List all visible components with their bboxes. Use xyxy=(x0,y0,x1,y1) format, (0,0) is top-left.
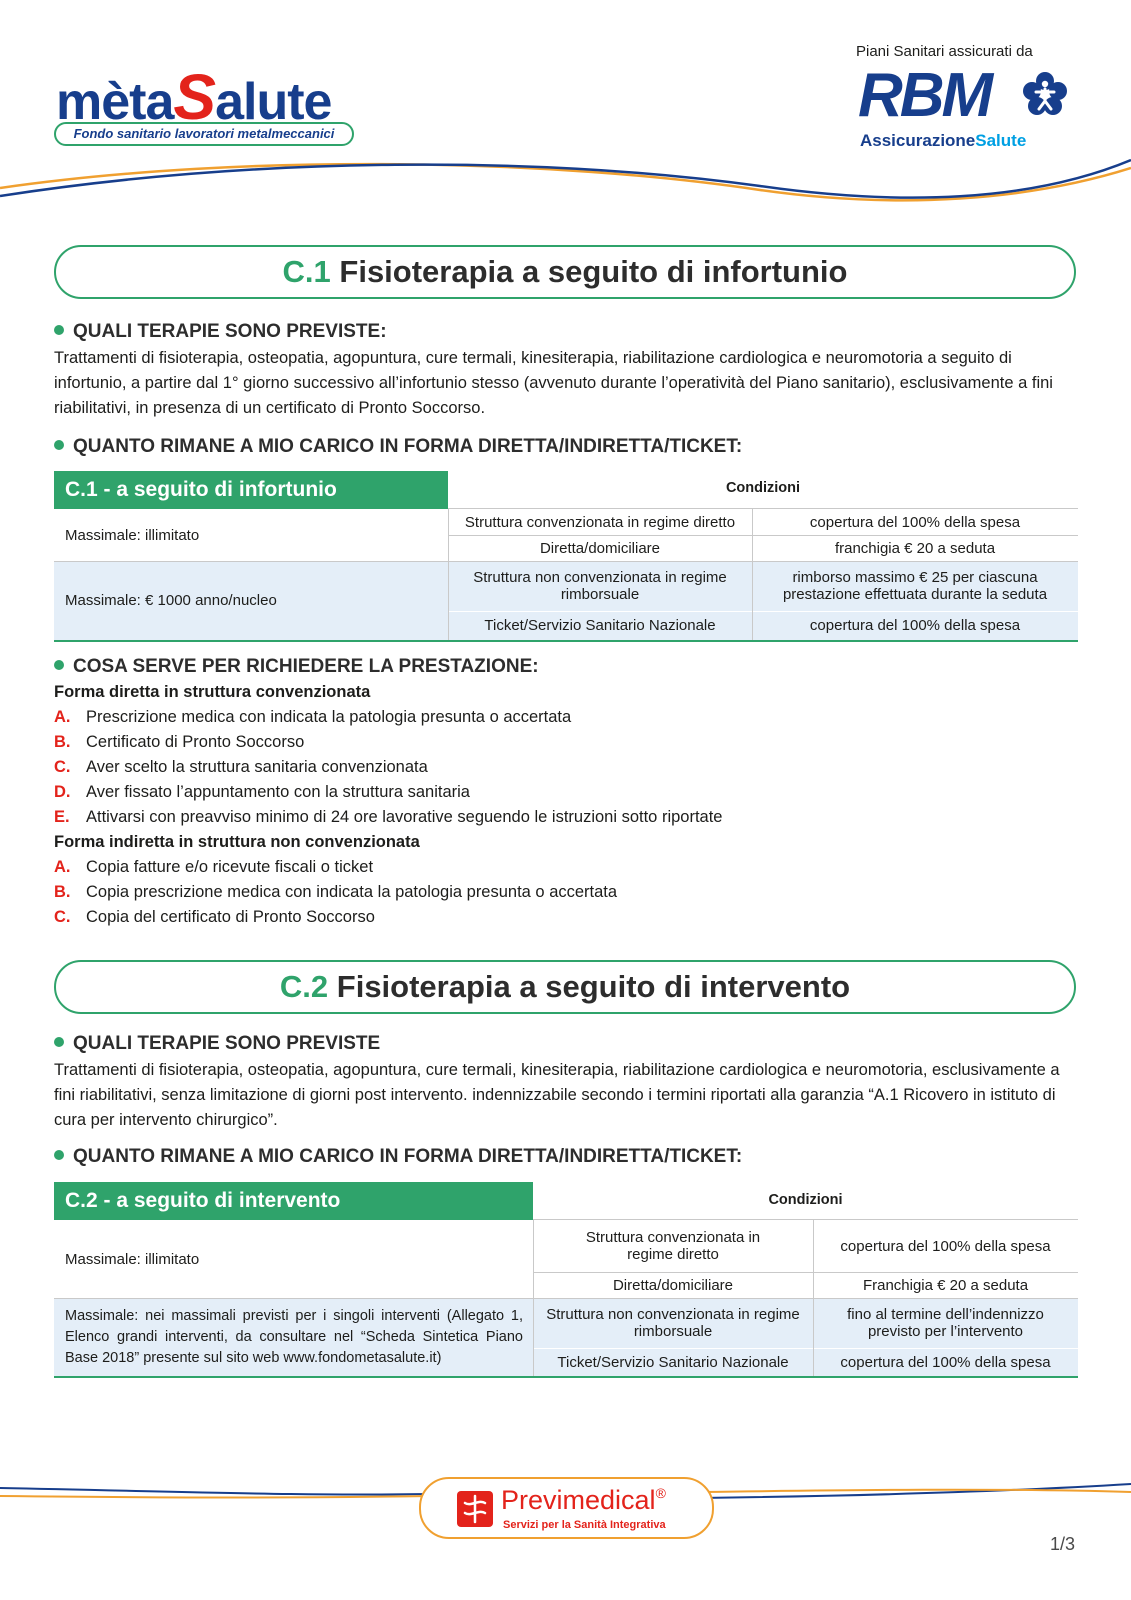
rbm-logo xyxy=(858,61,1078,155)
table-rule xyxy=(533,1220,534,1376)
bullet-dot xyxy=(54,325,64,335)
c2-table-conditions-header: Condizioni xyxy=(768,1192,843,1208)
table-rule xyxy=(54,1298,1078,1299)
c2-row2-label: Massimale: nei massimali previsti per i singoli interventi (Allegato 1, Elenco grandi interventi, da consultare nel “Scheda Sintetica Piano Base 2018” presente sul sito web www.fondometasalute.it) xyxy=(54,1298,533,1376)
c1-indirect-item: B. Copia prescrizione medica con indicata la patologia presunta o accertata xyxy=(54,883,618,901)
c1-row2b-where: Ticket/Servizio Sanitario Nazionale xyxy=(448,611,752,640)
c1-row2b-what: copertura del 100% della spesa xyxy=(752,611,1078,640)
previmedical-emblem-icon xyxy=(457,1491,493,1527)
c2-row1a-what: copertura del 100% della spesa xyxy=(840,1237,1051,1255)
table-rule xyxy=(533,1272,1078,1273)
c1-row2a-what: rimborso massimo € 25 per ciascuna prestazione effettuata durante la seduta xyxy=(752,561,1078,611)
table-rule xyxy=(533,1348,1078,1349)
c1-row1b-where: Diretta/domiciliare xyxy=(539,539,661,557)
c2-heading-carico: QUANTO RIMANE A MIO CARICO IN FORMA DIRETTA/INDIRETTA/TICKET: xyxy=(54,1146,742,1168)
table-rule xyxy=(813,1220,814,1376)
c2-row1a-where: Struttura convenzionata in regime diretto xyxy=(585,1229,761,1263)
c1-row2-label: Massimale: € 1000 anno/nucleo xyxy=(54,561,448,640)
section-title-c2: C.2 Fisioterapia a seguito di intervento xyxy=(54,960,1076,1014)
bullet-dot xyxy=(54,1150,64,1160)
bullet-dot xyxy=(54,1037,64,1047)
previmedical-logo xyxy=(419,1477,714,1539)
c1-direct-item: D. Aver fissato l’appuntamento con la struttura sanitaria xyxy=(54,783,470,801)
page-number: 1/3 xyxy=(1050,1534,1076,1554)
c1-row2a-where: Struttura non convenzionata in regime rimborsuale xyxy=(448,561,752,611)
c2-row2a-where: Struttura non convenzionata in regime rimborsuale xyxy=(533,1298,813,1348)
section-title-c1: C.1 Fisioterapia a seguito di infortunio xyxy=(54,245,1076,299)
c1-indirect-item: A. Copia fatture e/o ricevute fiscali o ticket xyxy=(54,858,374,876)
previmedical-subtitle: Servizi per la Sanità Integrativa xyxy=(503,1519,666,1531)
c1-heading-carico: QUANTO RIMANE A MIO CARICO IN FORMA DIRETTA/INDIRETTA/TICKET: xyxy=(54,436,742,458)
header-wave-decoration xyxy=(0,150,1131,220)
c1-direct-item: A. Prescrizione medica con indicata la patologia presunta o accertata xyxy=(54,708,572,726)
c1-direct-title: Forma diretta in struttura convenzionata xyxy=(54,683,371,701)
rbm-flower-icon xyxy=(1022,71,1068,117)
c2-table-heading: C.2 - a seguito di intervento xyxy=(54,1182,533,1220)
c2-row1-label: Massimale: illimitato xyxy=(65,1250,200,1268)
c2-row2b-what: copertura del 100% della spesa xyxy=(813,1348,1078,1376)
c2-heading-terapie: QUALI TERAPIE SONO PREVISTE xyxy=(54,1033,380,1055)
table-bottom-rule xyxy=(54,640,1078,642)
logo-tagline: Fondo sanitario lavoratori metalmeccanici xyxy=(54,122,354,146)
table-rule xyxy=(533,1219,1078,1220)
rbm-wordmark: RBM xyxy=(858,61,991,130)
c1-indirect-title: Forma indiretta in struttura non convenzionata xyxy=(54,833,420,851)
c1-table-conditions-header: Condizioni xyxy=(725,480,801,496)
c2-row2b-where: Ticket/Servizio Sanitario Nazionale xyxy=(533,1348,813,1376)
c1-direct-item: C. Aver scelto la struttura sanitaria convenzionata xyxy=(54,758,428,776)
table-rule xyxy=(448,535,1078,536)
previmedical-name: Previmedical® xyxy=(501,1485,666,1515)
table-rule xyxy=(752,509,753,640)
c2-row2a-what: fino al termine dell’indennizzo previsto per l’intervento xyxy=(813,1298,1078,1348)
c1-row1b-what: franchigia € 20 a seduta xyxy=(834,539,996,557)
c1-direct-item: B. Certificato di Pronto Soccorso xyxy=(54,733,305,751)
c1-table-heading: C.1 - a seguito di infortunio xyxy=(54,471,448,509)
bullet-dot xyxy=(54,440,64,450)
table-rule xyxy=(448,508,1078,509)
table-bottom-rule xyxy=(54,1376,1078,1378)
c1-terapie-text: Trattamenti di fisioterapia, osteopatia, agopuntura, cure termali, kinesiterapia, riabilitazione cardiologica e neuromotoria a seguito di infortunio, a partire dal 1° giorno successivo all’infortunio stesso (avvenuto durante l’operatività del Piano sanitario), esclusivamente a fini riabilitativi, in presenza di un certificato di Pronto Soccorso. xyxy=(54,349,1053,417)
c1-row1a-what: copertura del 100% della spesa xyxy=(809,513,1021,531)
c1-heading-richiesta: COSA SERVE PER RICHIEDERE LA PRESTAZIONE: xyxy=(54,656,539,678)
table-rule xyxy=(448,509,449,640)
logo-wordmark: mètaSalute xyxy=(56,61,332,133)
c1-indirect-item: C. Copia del certificato di Pronto Soccorso xyxy=(54,908,375,926)
c2-conditions-table xyxy=(54,1182,1078,1377)
c2-row1b-where: Diretta/domiciliare xyxy=(612,1276,734,1294)
c2-terapie-text: Trattamenti di fisioterapia, osteopatia, agopuntura, cure termali, kinesiterapia, riabilitazione cardiologica e neuromotoria, esclusivamente a fini riabilitativi, senza limitazione di giorni post intervento. indennizzabile secondo i termini riportati alla garanzia “A.1 Ricovero in istituto di cura per intervento chirurgico”. xyxy=(54,1061,1060,1129)
c1-direct-item: E. Attivarsi con preavviso minimo di 24 ore lavorative seguendo le istruzioni sotto riportate xyxy=(54,808,723,826)
table-rule xyxy=(54,561,1078,562)
c1-heading-terapie: QUALI TERAPIE SONO PREVISTE: xyxy=(54,321,387,343)
c1-row1a-where: Struttura convenzionata in regime diretto xyxy=(464,513,736,531)
bullet-dot xyxy=(54,660,64,670)
table-rule xyxy=(448,611,1078,612)
c2-row1b-what: Franchigia € 20 a seduta xyxy=(862,1276,1029,1294)
c1-row1-label: Massimale: illimitato xyxy=(65,526,200,544)
metasalute-logo xyxy=(54,40,364,152)
c1-conditions-table xyxy=(54,471,1078,642)
rbm-caption: Piani Sanitari assicurati da xyxy=(856,43,1033,60)
rbm-subtitle: AssicurazioneSalute xyxy=(860,131,1027,150)
